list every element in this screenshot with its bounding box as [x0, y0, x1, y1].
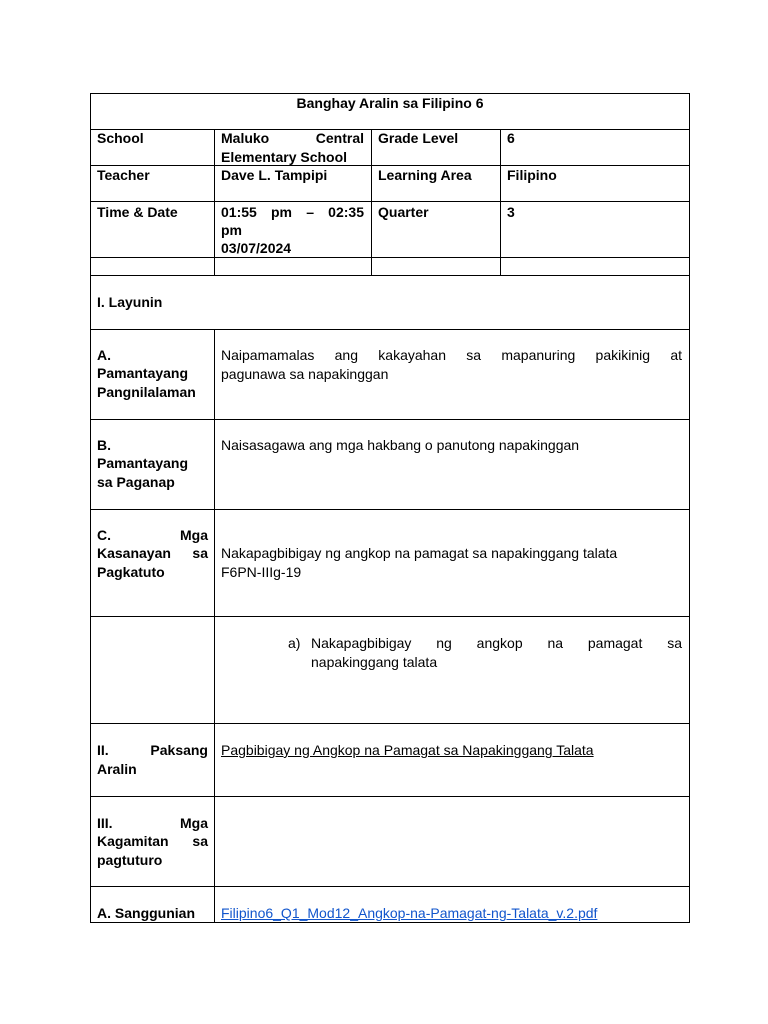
kagamitan-content-cell: [214, 796, 690, 887]
kagamitan-label-line-1: III. Mga: [97, 815, 208, 831]
row-a-label-line-3: Pangnilalaman: [97, 384, 196, 400]
empty-cell: [500, 257, 690, 276]
objective-line-2: napakinggang talata: [311, 654, 438, 670]
objective-content-cell: [214, 616, 690, 724]
row-a-content-line-1: Naipamamalas ang kakayahan sa mapanuring pakikinig at: [221, 347, 682, 363]
objective-line-1: Nakapagbibigay ng angkop na pamagat sa: [311, 635, 682, 651]
row-b-label-line-2: Pamantayang: [97, 455, 189, 471]
lesson-plan-table: [90, 93, 690, 923]
sanggunian-label: A. Sanggunian: [97, 905, 195, 921]
sanggunian-pdf-link[interactable]: Filipino6_Q1_Mod12_Angkop-na-Pamagat-ng-Talata_v.2.pdf: [221, 905, 598, 921]
row-b-content-cell: [214, 419, 690, 510]
objective-label-cell: [90, 616, 215, 724]
quarter-value-cell: [500, 201, 690, 258]
time-value-line-1: 01:55 pm – 02:35: [221, 204, 364, 220]
date-value: 03/07/2024: [221, 240, 292, 256]
row-a-label-line-1: A.: [97, 347, 111, 363]
row-b-content: Naisasagawa ang mga hakbang o panutong napakinggan: [221, 437, 580, 453]
document-title: Banghay Aralin sa Filipino 6: [296, 95, 484, 111]
row-b-label-line-1: B.: [97, 437, 111, 453]
paksang-aralin-label-line-1: II. Paksang: [97, 742, 208, 758]
row-c-label-line-2: Kasanayan sa: [97, 545, 208, 561]
kagamitan-label-line-2: Kagamitan sa: [97, 833, 208, 849]
grade-value-cell: [500, 129, 690, 166]
school-value-line-1: Maluko Central: [221, 130, 364, 146]
layunin-heading: I. Layunin: [97, 294, 163, 310]
row-c-content-line-1: Nakapagbibigay ng angkop na pamagat sa napakinggang talata: [221, 545, 618, 561]
empty-cell: [90, 257, 215, 276]
time-label: Time & Date: [97, 204, 178, 220]
paksang-aralin-label-line-2: Aralin: [97, 761, 137, 777]
paksang-aralin-content-cell: [214, 723, 690, 797]
row-a-label-line-2: Pamantayang: [97, 365, 189, 381]
quarter-value: 3: [507, 204, 515, 220]
school-label: School: [97, 130, 144, 146]
kagamitan-label-line-3: pagtuturo: [97, 852, 163, 868]
grade-label: Grade Level: [378, 130, 459, 146]
time-value-line-2: pm: [221, 222, 242, 238]
row-b-label-line-3: sa Paganap: [97, 474, 175, 490]
area-label: Learning Area: [378, 167, 472, 183]
row-c-content-line-2: F6PN-IIIg-19: [221, 564, 302, 580]
school-value-line-2: Elementary School: [221, 149, 348, 165]
teacher-value: Dave L. Tampipi: [221, 167, 328, 183]
row-a-content-line-2: pagunawa sa napakinggan: [221, 366, 389, 382]
row-c-label-line-1: C. Mga: [97, 527, 208, 543]
empty-cell: [371, 257, 501, 276]
layunin-heading-cell: [90, 275, 690, 330]
quarter-label: Quarter: [378, 204, 429, 220]
objective-marker: a): [288, 635, 301, 651]
area-value: Filipino: [507, 167, 557, 183]
paksang-aralin-title: Pagbibigay ng Angkop na Pamagat sa Napakinggang Talata: [221, 742, 594, 758]
teacher-label: Teacher: [97, 167, 150, 183]
row-c-label-line-3: Pagkatuto: [97, 564, 165, 580]
grade-value: 6: [507, 130, 515, 146]
empty-cell: [214, 257, 372, 276]
